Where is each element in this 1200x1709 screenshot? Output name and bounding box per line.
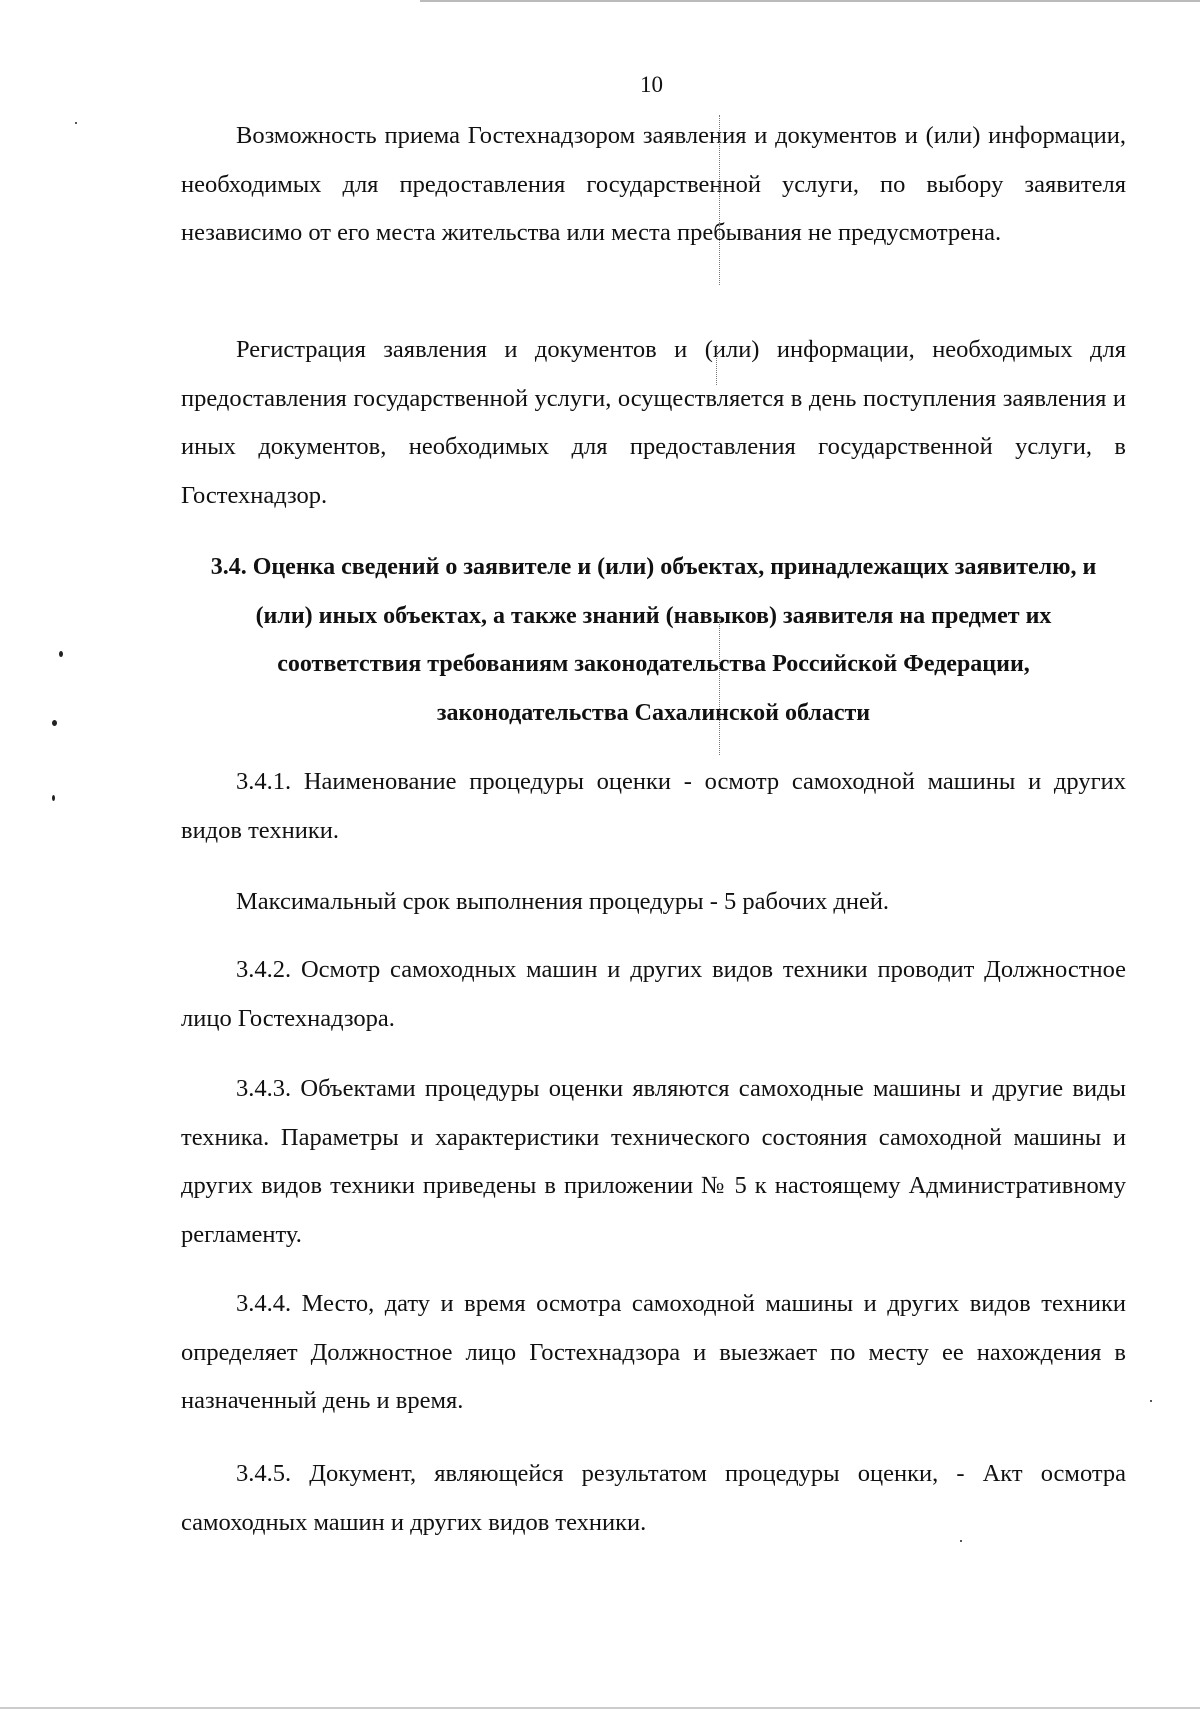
clause-3-4-1: 3.4.1. Наименование процедуры оценки - осмотр самоходной машины и других видов техники.: [181, 768, 1126, 844]
scan-speck: [1150, 1400, 1152, 1402]
scan-speck: [59, 651, 63, 657]
scan-fold-line: [719, 115, 720, 285]
clause-3-4-5: 3.4.5. Документ, являющейся результатом процедуры оценки, - Акт осмотра самоходных машин и других видов техники.: [181, 1460, 1126, 1536]
scan-speck: [52, 795, 55, 801]
scan-speck: [75, 122, 77, 124]
section-heading-3-4: 3.4. Оценка сведений о заявителе и (или) объектах, принадлежащих заявителю, и (или) иных объектах, а также знаний (навыков) заявителя на предмет их соответствия требованиям законодательства Российской Федерации, законодательства Сахалинской области: [210, 554, 1097, 726]
clause-3-4-3: 3.4.3. Объектами процедуры оценки являются самоходные машины и другие виды техника. Параметры и характеристики технического состояния самоходной машины и других видов техники приведены в приложении № 5 к настоящему Административному регламенту.: [181, 1075, 1126, 1248]
paragraph-application-place: Возможность приема Гостехнадзором заявления и документов и (или) информации, необходимых для предоставления государственной услуги, по выбору заявителя независимо от его места жительства или места пребывания не предусмотрена.: [181, 122, 1126, 246]
clause-3-4-2: 3.4.2. Осмотр самоходных машин и других видов техники проводит Должностное лицо Гостехнадзора.: [181, 956, 1126, 1032]
paragraph-registration: Регистрация заявления и документов и (или) информации, необходимых для предоставления государственной услуги, осуществляется в день поступления заявления и иных документов, необходимых для предоставления государственной услуги, в Гостехнадзор.: [181, 336, 1126, 509]
clause-max-term: Максимальный срок выполнения процедуры - 5 рабочих дней.: [236, 888, 890, 915]
page-number: 10: [640, 72, 663, 97]
scan-fold-line: [716, 345, 717, 385]
scan-speck: [52, 720, 57, 726]
scan-edge-top: [420, 0, 1200, 2]
clause-3-4-4: 3.4.4. Место, дату и время осмотра самоходной машины и других видов техники определяет Должностное лицо Гостехнадзора и выезжает по месту ее нахождения в назначенный день и время.: [181, 1290, 1126, 1414]
scan-fold-line: [719, 615, 720, 755]
scan-speck: [960, 1540, 962, 1542]
